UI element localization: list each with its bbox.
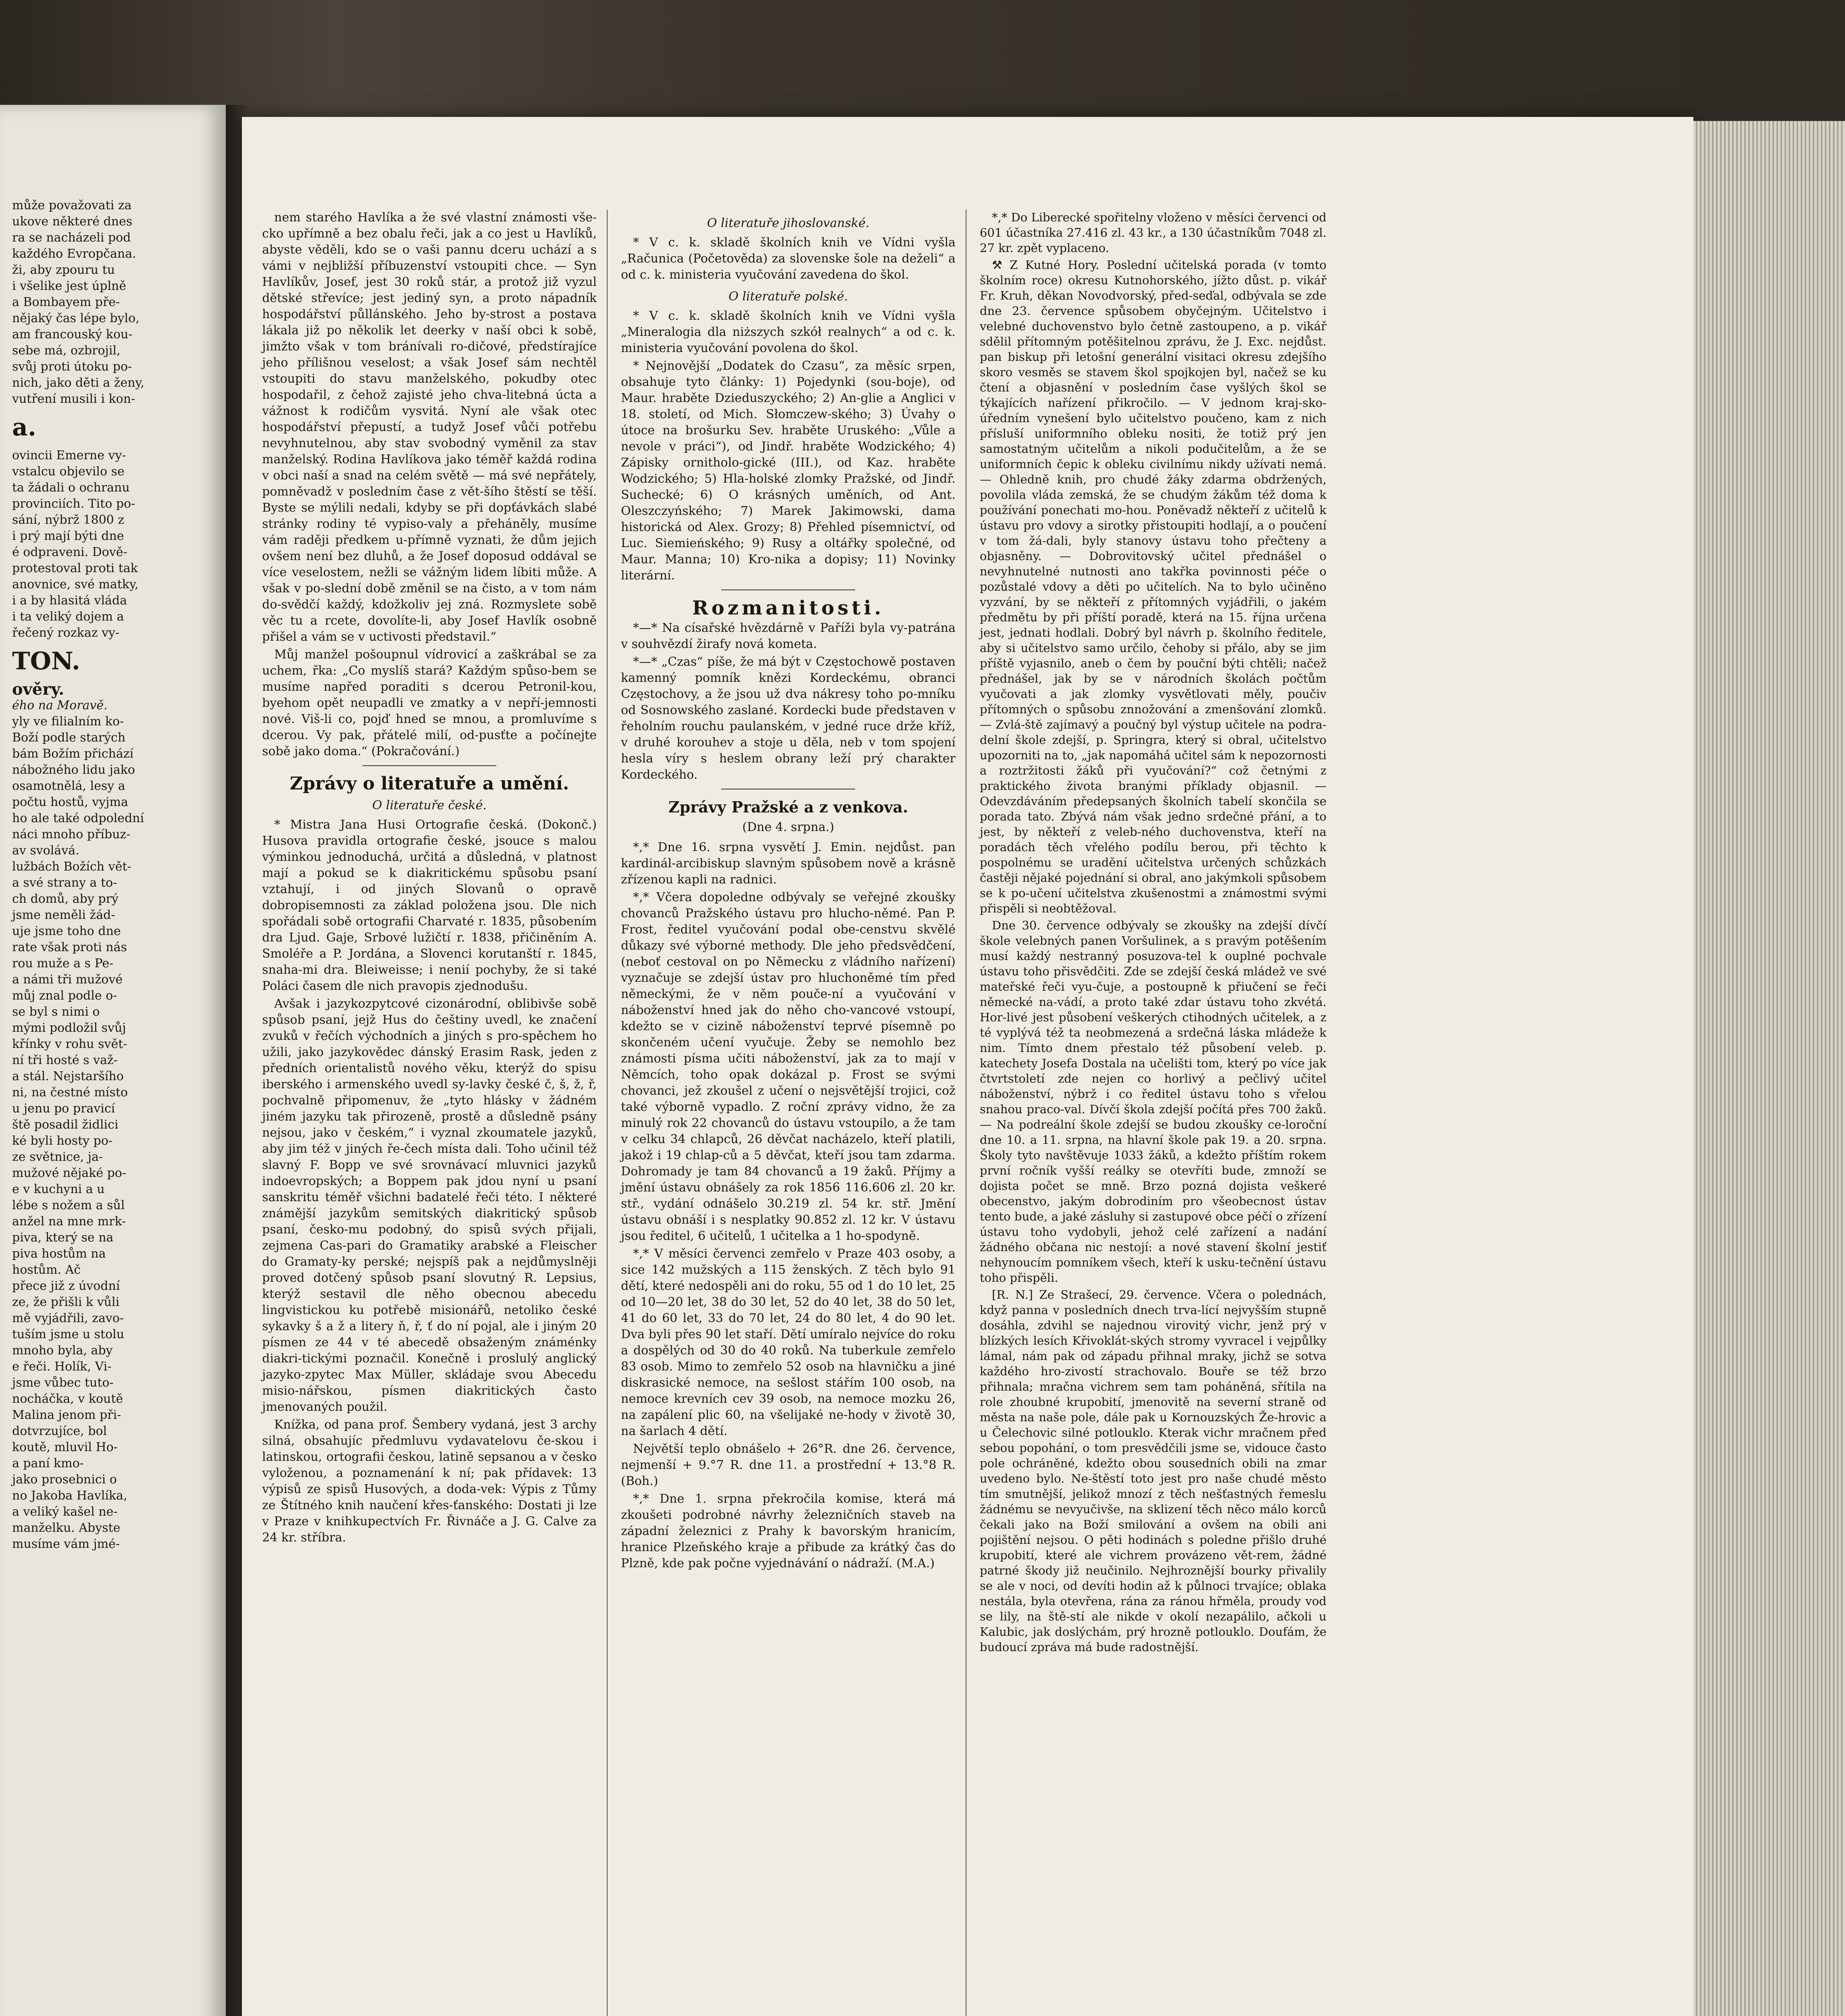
article-text: [R. N.] Ze Strašecí, 29. července. Včera o polednách, když panna v posledních dnech trva-lící nejvyšším stupně dosáhla, zdvihl se najednou virovitý vichr, jenž prý v blízkých lesích Křivoklát-ských stromy vyvracel i vejpůlky lámal, nám pak od západu přihnal mraky, jichž se sotva každého hro-zivostí strachovalo. Bouře se též brzo přihnala; mračna vichrem sem tam poháněná, sřítila na role zhoubné krupobití, jmenovitě na severní straně od města na naše pole, dále pak u Kornouzských Že-hrovic a u Čelechovic silné potlouklo. Kterak vichr mračnem před sebou popohání, o tom presvědčili jsme se, vidouce často pole ochráněné, kdežto obou sousedních obili na zmar uvedeno bylo. Ne-štěstí toto jest pro naše chudé město tím smutnější, jelikož mnozí z těch nešťastných řemeslu žádnému se nevyučivše, na sklizení těch něco málo korců čekali jako na Boží smilování a ovšem na obili ani pojištění nejsou. O pěti hodinách s poledne přišlo druhé krupobití, které ale vichrem provázeno vět-rem, žádné patrné škody již neučinilo. Nejhroznější bourky přivalily se ale v noci, od devíti hodin až k půlnoci trvajíce; oblaka nestála, byla otevřena, rána za ránou hřměla, proudy vod se lily, na ště-stí ale nikde v okolí nezapálilo, ačkoli u Kalubic, jak doslýchám, prý hrozně potlouklo. Doufám, že budoucí zpráva má bude radostnější. [980,1288,1326,1654]
strip-heading: a. [12,413,36,442]
strip-line: ch domů, aby prý [12,892,119,906]
strip-line: Boží podle starých [12,731,126,745]
article-text: *—* „Czas“ píše, že má být v Częstochowě postaven kamenný pomník knězi Kordeckému, obranci Częstochovy, a že jsou už dva nákresy toho po-mníku od Sosnowského zaslané. Kordecki bude představen v řeholním rouchu paulanském, v jedné ruce drže kříž, v druhé korouhev a stoje u děla, neb v tom spojení hesla víry s heslem obrany leží prý charakter Kordeckého. [621,655,956,782]
strip-line: lužbách Božích vět- [12,860,131,874]
strip-line: přece již z úvodní [12,1279,120,1293]
strip-line: a stál. Nejstaršího [12,1069,124,1083]
strip-line: bám Božím přichází [12,747,134,761]
strip-line: é odpraveni. Dově- [12,545,127,559]
strip-line: nich, jako děti a ženy, [12,376,145,390]
strip-line: yly ve filialním ko- [12,714,124,729]
strip-line: i ta veliký dojem a [12,610,124,624]
strip-line: a veliký kašel ne- [12,1505,118,1519]
strip-line: uje jsme toho dne [12,924,121,938]
previous-page-strip [0,105,226,2016]
strip-line: provinciích. Tito po- [12,497,135,511]
article-text: Dne 30. července odbývaly se zkoušky na zdejší dívčí škole velebných panen Voršulinek, a s pravým potěšením musí každý nestranný posuzova-tel k ouplné pochvale ústavu toho přisvědčiti. Zde se zdejší česká mládež ve své mateřské řeči vyu-čuje, a postoupně k přiučení se řeči německé na-vádí, a proto také zdar ústavu toho zkvétá. Hor-livé jest působení veškerých ctihodných učitelek, a z té vyplývá též ta neobmezená a srdečná láska mládeže k nim. Tímto dnem přestalo též působení veleb. p. katechety Josefa Dostala na učelišti tom, který po více jak čtvrtstoletí zde nejen co horlivý a pečlivý učitel náboženství, nýbrž i co ředitel ústavu toho s vřelou snahou praco-val. Dívčí škola zdejší počítá přes 700 žaků. — Na podreální škole zdejší se budou zkoušky ce-loroční dne 10. a 11. srpna, na hlavní škole pak 19. a 20. srpna. Školy tyto navštěvuje 1033 žáků, a kdežto příštím rokem první ročník vyšší reálky se otevříti bude, zmnoží se dojista počet se mně. Brzo pozná dojista veškeré obecenstvo, jakým dobrodiním pro všeobecnost ústav tento bude, a jaké zásluhy si zastupové obce péčí o zřízení ústavu toho vydobyli, jehož celé zařízení a nadání žádného občana nic nestojí: a nové stavení školní jestiť nehynoucím pomníkem všech, kteří k usku-tečnění ústavu toho přispěli. [980,918,1326,1285]
article-text: Avšak i jazykozpytcové cizonárodní, oblibivše sobě spůsob psaní, jejž Hus do češtiny uvedl, ke značení zvuků v řečích východních a jiných s pro-spěchem ho užili, jako jazykovědec dánský Erasim Rask, jeden z předních orientalistů nového věku, kterýž do spisu iberského i armenského uvedl sy-lavky české č, š, ž, ř, pochvalně připomenuv, že „tyto hlásky v žádném jiném jazyku tak přirozeně, prostě a důsledně psány nejsou, jako v českém,“ i vyznal zkoumatele jazyků, aby jim též v jiných ře-čech místa dali. Toho učinil též slavný F. Bopp ve své srovnávací mluvnici jazyků indoevropských; a Boppem pak jdou nyní u psaní sanskritu téměř všichni badatelé řeči této. I některé známější jazykům semitských diakritický spůsob psaní, česko-mu podobný, do spisů svých přijali, zejmena Cas-pari do Gramatiky arabské a Fleischer do Gramaty-ky perské; nejspíš pak a nejdůmyslněji proved dotčený spůsob psaní slovutný R. Lepsius, kterýž sestavil dle něho obecnou abecedu lingvistickou ku potřebě misionářů, netoliko české sykavky š a ž a litery ň, ř, ť do ní pojal, ale i jiným 20 písmen ze 44 v té abecedě obsaženým známénky diakri-tickými poznačil. Konečně i proslulý anglický jazyko-zpytec Max Müller, skládaje svou Abecedu misio-nářskou, písmen diakritických často jmenovaných použil. [262,997,597,1414]
article-text: *,* Dne 1. srpna překročila komise, která má zkoušeti podrobné návrhy železničních staveb na západní železnici z Prahy k bavorským hranicím, hranice Plzeňského kraje a přibude za krátký čas do Plzně, kde pak počne vyjednávání o nádraží. (M.A.) [621,1492,956,1570]
strip-line: hostům. Ač [12,1263,81,1277]
strip-line: ta žádali o ochranu [12,481,130,495]
divider [362,765,496,766]
article-text: *—* Na císařské hvězdárně v Paříži byla vy-patrána v souhvězdí žirafy nová kometa. [621,621,956,651]
strip-line: i všelike jest úplně [12,279,127,293]
article-text: * Nejnovější „Dodatek do Czasu“, za měsíc srpen, obsahuje tyto články: 1) Pojedynki (sou-boje), od Maur. hraběte Dzieduszyckého; 2) An-glie a Anglici v 18. století, od Mich. Słomczew-ského; 3) Úvahy o útoce na brošurku Sev. hraběte Uruského: „Vůle a nevole v práci“), od Jindř. hraběte Wodzického; 4) Zápisky ornitholo-gické (III.), od Kaz. hraběte Wodzického; 5) Hla-holské zlomky Pražské, od Jindř. Suchecké; 6) O krásných uměních, od Ant. Oleszczyńského; 7) Marek Jakimowski, dama historická od Alex. Grozy; 8) Přehled písemnictví, od Luc. Siemieńského; 9) Rusy a oltářky společné, od Maur. Manna; 10) Kro-nika a dopisy; 11) Novinky literární. [621,359,956,583]
article-text: *,* V měsíci červenci zemřelo v Praze 403 osoby, a sice 142 mužských a 115 ženských. Z těch bylo 91 dětí, které nedospěli ani do roku, 55 od 1 do 10 let, 25 od 10—20 let, 38 do 30 let, 52 do 40 let, 38 do 50 let, 41 do 60 let, 33 do 70 let, 24 do 80 let, 4 do 90 let. Dva byli přes 90 let staří. Dětí umíralo nejvíce do roku a dospělých od 30 do 40 roků. Na tuberkule zemřelo 83 osob. Mimo to zemřelo 52 osob na hlavničku a jiné diskrasické nemoce, na sešlost stářím 100 osob, na nemoce krevních cev 39 osob, na nemoce mozku 26, na zapálení plic 60, na všelijaké ne-hody v životě 30, na šarlach 4 dětí. [621,1247,956,1438]
article-text: ⚒ Z Kutné Hory. Poslední učitelská porada (v tomto školním roce) okresu Kutnohorského, jížto důst. p. vikář Fr. Kruh, děkan Novodvorský, před-seďal, odbývala se zde dne 23. července spůsobem obyčejným. Učitelstvo i velebné duchovenstvo bylo četně zastoupeno, a p. vikář sdělil přítomným potěšitelnou zprávu, že J. Exc. nejdůst. pan biskup při letošní generální visitaci okresu zdejšího skoro vesměs se stavem škol spojkojen byl, načež se ku čtení a objasnění v posledním čase vyšlých škol se týkajících nařízení přikročilo. — V jednom kraj-sko-úředním vynešení bylo učitelstvo poučeno, kam z nich přísluší uniformního obleku nositi, že totiž prý jen samostatným učitelům a nikoli podučitelům, a že se uniformních čepic k obleku civilnímu nikdy užívati nemá. — Ohledně knih, pro chudé žáky zdarma obdržených, povolila vláda zemská, že se chudým žákům též doma k používání ponechati mo-hou. Poněvadž někteří z učitelů k ústavu pro vdovy a sirotky přistoupiti hodlají, a o poučení v tom žá-dali, byly stanovy ústavu toho přečteny a objasněny. — Dobrovitovský učitel přednášel o nevyhnutelné nutnosti ano takřka povinnosti péče o pozůstalé vdovy a děti po učitelích. Na to bylo učiněno vyzvání, by se někteří z přítomných vyjádřili, o jakém předmětu by při příští poradě, která na 15. října určena jest, jednati hodlali. Dobrý byl návrh p. školního ředitele, aby si učitelstvo samo určilo, čehoby si přálo, aby se jim příště vyjasnilo, aneb o čem by pouční býti chtěli; načež přednášel, jak by se v národních školách počtům vyučovati a jak zlomky vysvětlovati měly, poučiv přítomných o spůsobu znnožování a zmenšování zlomků. — Zvlá-ště zajímavý a poučný byl výstup učitele na podra-delní škole zdejší, p. Springra, který si obral, učitelstvo upozorniti na to, „jak napomáhá učitel sám k nepozornosti a roztržitosti žáků při vyučování?“ což četnými z praktického života branými příklady objasnil. — Odevzdáváním předepsaných školních tabelí skončila se porada tato. Zbývá nám však jedno srdečné přání, a to jest, by někteří z veleb-ného duchovenstva, kteří na poradách těch vřelého podílu berou, při těchto k pospolnému se uradění učitelstva určených schůzkách častěji nějaké pojednání si obral, ano jakýmkoli spůsobem se k po-učení učitelstva zkušenostmi a známostmi svými přispěli si neobtěžoval. [980,258,1326,915]
strip-line: musíme vám jmé- [12,1537,120,1551]
article-text: * V c. k. skladě školních knih ve Vídni vyšla „Mineralogia dla niższych szkół realnych“ a od c. k. ministeria vyučování povolena do škol. [621,309,956,355]
strip-line: u jenu po pravicí [12,1102,115,1116]
newspaper-page [242,117,1693,2016]
strip-line: počtu hostů, vyjma [12,795,128,809]
strip-line: anžel na mne mrk- [12,1214,126,1229]
column-1 [262,210,597,1547]
strip-line: jako prosebnici o [12,1472,117,1487]
strip-line: nějaký čas lépe bylo, [12,311,140,325]
strip-line: sebe má, ozbrojil, [12,344,121,358]
strip-line: Malina jenom při- [12,1408,121,1422]
strip-line: ké byli hosty po- [12,1134,113,1148]
strip-heading: ého na Moravě. [12,698,108,712]
strip-line: mnoho byla, aby [12,1343,113,1358]
column-rule [607,210,608,2016]
strip-line: mužové nějaké po- [12,1166,127,1180]
strip-line: ži, aby zpouru tu [12,263,115,277]
column-2 [621,210,956,1573]
strip-line: může považovati za [12,198,132,212]
section-title-prague-news: Zprávy Pražské a z venkova. [668,798,908,816]
strip-line: ní tři hosté s važ- [12,1053,118,1067]
strip-line: rou muže a s Pe- [12,956,114,971]
article-text: *,* Včera dopoledne odbývaly se veřejné zkoušky chovanců Pražského ústavu pro hlucho-němé. Pan P. Frost, ředitel vyučování podal obe-censtvu skvělé důkazy své výborné methody. Dle jeho předsvědčení, (neboť cestoval on po Německu z vládního nařízení) vyznačuje se zdejší ústav pro hluchoněmé tím před německými, že v něm pouče-ní a vyučování v náboženství hned jak do něho cho-vancové vstoupí, kdežto se v cizině náboženství teprvé písemně po skončeném učení vyučuje. Žeby se nemohlo bez známosti písma učiti náboženství, jak za to mají v Němcích, toho opak dokázal p. Frost se svými chovanci, jež zkoušel z učení o nejsvětější trojici, což také výborně vypadlo. Z roční zprávy vidno, že za minulý rok 22 chovanců do ústavu vstoupilo, a že tam v celku 34 chlapců, 26 děvčat nacházelo, kteří platili, jakož i 19 chlap-ců a 5 děvčat, kteří jsou tam zdarma. Dohromady je tam 84 chovanců a 19 žaků. Příjmy a jmění ústavu obnášely za rok 1856 116.606 zl. 20 kr. stř., vydání odnášelo 30.219 zl. 54 kr. stř. Jmění ústavu obnáší i s nesplatky 90.852 zl. 12 kr. V ústavu jsou ředitel, 6 učitelů, 1 učitelka a 1 ho-spodyně. [621,890,956,1243]
strip-line: e řeči. Holík, Vi- [12,1360,112,1374]
subsection-title-czech: O literatuře české. [372,798,487,812]
strip-line: vutření musili i kon- [12,392,135,406]
strip-line: protestoval proti tak [12,561,138,575]
divider [721,589,855,590]
strip-line: a své strany a to- [12,876,117,890]
strip-line: piva, který se na [12,1231,114,1245]
strip-line: i prý mají býti dne [12,529,124,543]
strip-line: rate však proti nás [12,940,127,954]
strip-line: ovincii Emerne vy- [12,448,126,462]
strip-line: osamotnělá, lesy a [12,779,125,793]
strip-line: sání, nýbrž 1800 z [12,513,125,527]
article-text: *,* Do Liberecké spořitelny vloženo v měsíci červenci od 601 účastníka 27.416 zl. 43 kr., a 130 účastníkům 7048 zl. 27 kr. zpět vyplaceno. [980,210,1326,255]
strip-line: ho ale také odpolední [12,811,144,825]
strip-line: každého Evropčana. [12,247,136,261]
article-text: * V c. k. skladě školních knih ve Vídni vyšla „Računica (Početověda) za slovenske šole na deželi“ a od c. k. ministeria vyučování zavedena do škol. [621,235,956,282]
section-title-miscellany: Rozmanitosti. [692,597,885,619]
strip-line: a Bombayem pře- [12,295,120,309]
strip-line: ra se nacházeli pod [12,231,131,245]
strip-line: se byl s nimi o [12,1005,100,1019]
strip-line: manželku. Abyste [12,1521,121,1535]
strip-line: a paní kmo- [12,1456,84,1470]
previous-page-text [12,198,214,1552]
article-text: * Mistra Jana Husi Ortografie česká. (Dokonč.) Husova pravidla ortografie české, jsouce s malou výminkou jednoduchá, určitá a důsledná, v platnost mají a pokud se k diakritickému spůsobu psaní vztahují, i od jiných Slovanů o opravě dobropisemnosti za základ položena jsou. Dle nich spořádali sobě ortografii Charvaté r. 1835, působením dra Ljud. Gaje, Srbové lužičtí r. 1838, přičiněním A. Smoléře a P. Jordána, a Slovenci korutanští r. 1845, snaha-mi dra. Bleiweisse; i nenií pochyby, že si také Poláci časem dle nich pravopis zjednodušu. [262,818,597,993]
strip-line: av svolává. [12,843,79,858]
strip-line: jsme vůbec tuto- [12,1376,114,1390]
strip-line: lébe s nožem a sůl [12,1198,125,1212]
subsection-title-polish: O literatuře polské. [728,289,848,304]
strip-line: piva hostům na [12,1247,106,1261]
strip-line: tuším jsme u stolu [12,1327,125,1341]
news-date: (Dne 4. srpna.) [742,820,834,834]
strip-line: řečený rozkaz vy- [12,626,120,640]
section-title-literature: Zprávy o literatuře a umění. [289,773,569,794]
strip-line: křínky v rohu svět- [12,1037,127,1051]
article-text: nem starého Havlíka a že své vlastní známosti vše-cko upřímně a bez obalu řeči, jak a co jest u Havlíků, abyste věděli, kdo se o vaši pannu dceru uchází a s vámi v nejbližší příbuzenství vstoupiti chce. — Syn Havlíkův, Josef, jest 30 roků stár, a protož již vyzul dětské střevíce; jest jediný syn, a proto nápadník hospodářství půllánského. Jeho by-strost a postava lákala již po několik let deerky v naší obci k sobě, jimžto však v tom bránívali ro-dičové, předstírajíce jeho přílišnou veselost; a však Josef sám nechtěl vstoupiti do stavu manželského, pokudby otec hospodařil, z čehož zajisté jeho chva-litebná úcta a vážnost k rodičům vysvitá. Nyní ale však otec hospodářství přepustí, a tudyž Josef vůči potřebu nevyhnutelnou, aby stav svobodný vyměnil za stav manželský. Rodina Havlíkova jako téměř každá rodina v obci naší a snad na celém světě — má své nepřátely, pomněvadž v posledním čase z vět-šího štěstí se těší. Byste se mýlili nedali, kdyby se při dopťávkách slabé stránky rodiny té vypiso-valy a přeháněly, musíme vám raději předkem u-přímně vyznati, že dům jejich ovšem není bez dluhů, a že Josef doposud oddával se více veselostem, nežli se vážným lidem líbiti může. A však v po-slední době změnil se na čisto, a v tom nám do-svědčí každý, kdožkoliv jej zná. Rozmyslete sobě věc tu a rcete, dovolíte-li, aby Josef Havlík osobně přišel a vám se v uctivosti představil.“ [262,210,597,644]
article-text: *,* Dne 16. srpna vysvětí J. Emin. nejdůst. pan kardinál-arcibiskup slavným spůsobem nově a krásně zřízenou kapli na radnici. [621,840,956,887]
strip-line: dotvrzujíce, bol [12,1424,107,1438]
strip-line: nábožného lidu jako [12,763,135,777]
article-text: Můj manžel pošoupnul vídrovicí a zaškrábal se za uchem, řka: „Co myslíš stará? Každým spůso-bem se musíme napřed poraditi s dcerou Petronil-kou, byehom opět neupadli ve zmatky a v nepří-jemnosti nové. Viš-li co, pojď hned se mnou, a promluvíme s dcerou. Vy pak, přátelé milí, od-pusťte a počínejte sobě jako doma.“ (Pokračování.) [262,648,597,758]
strip-line: i a by hlasitá vláda [12,594,127,608]
strip-line: e v kuchyni a u [12,1182,105,1196]
strip-heading: TON. [12,647,80,675]
strip-line: ni, na čestné místo [12,1085,128,1100]
strip-line: jsme neměli žád- [12,908,115,922]
strip-line: svůj proti útoku po- [12,360,132,374]
article-text: Největší teplo obnášelo + 26°R. dne 26. července, nejmenší + 9.°7 R. dne 11. a prostřední + 13.°8 R. (Boh.) [621,1442,956,1488]
subsection-title-south-slavic: O literatuře jihoslovanské. [707,216,870,230]
strip-line: anovnice, své matky, [12,577,139,591]
book-page-edges [1693,121,1845,2016]
strip-line: vstalcu objevilo se [12,464,125,479]
strip-line: ze, že přišli k vůli [12,1295,120,1309]
strip-line: mými podložil svůj [12,1021,126,1035]
strip-line: koutě, mluvil Ho- [12,1440,118,1454]
strip-heading: ověry. [12,680,65,699]
strip-line: no Jakoba Havlíka, [12,1489,127,1503]
strip-line: ukove některé dnes [12,215,133,229]
strip-line: am francouský kou- [12,327,133,342]
strip-line: a námi tři mužové [12,973,123,987]
article-text: Knížka, od pana prof. Šembery vydaná, jest 3 archy silná, obsahujíc předmluvu vydavatelovu če-skou i latinskou, ortografii českou, latině sepsanou a v česko vyloženou, a poznamenání k ní; pak přídavek: 13 výpisů ze spisů Husových, a doda-vek: Výpis z Tůmy ze Štítného knih naučení křes-ťanského: Dostati ji lze v Praze v knihkupectvích Fr. Řivnáče a J. G. Calve za 24 kr. stříbra. [262,1418,597,1545]
strip-line: mě vyjádřili, zavo- [12,1311,124,1325]
strip-line: náci mnoho příbuz- [12,827,131,841]
strip-line: ště posadil židlici [12,1118,119,1132]
strip-line: nocháčka, v koutě [12,1392,123,1406]
column-3 [980,210,1326,1656]
strip-line: ze světnice, ja- [12,1150,103,1164]
strip-line: můj znal podle o- [12,989,117,1003]
